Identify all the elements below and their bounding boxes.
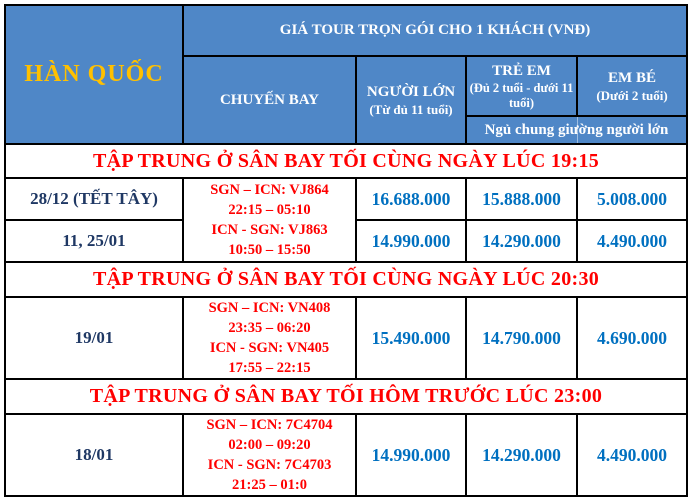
flight-line: 02:00 – 09:20 <box>228 437 311 453</box>
section-3-row-1-infant-price: 4.490.000 <box>577 414 687 496</box>
flight-line: ICN - SGN: 7C4703 <box>207 457 332 473</box>
flight-line: ICN - SGN: VN405 <box>209 340 330 356</box>
tour-price-table <box>4 4 688 497</box>
flight-column-header: CHUYẾN BAY <box>183 56 356 144</box>
flight-line: 10:50 – 15:50 <box>228 242 311 258</box>
child-column-header <box>466 56 577 116</box>
price-group-header: GIÁ TOUR TRỌN GÓI CHO 1 KHÁCH (VNĐ) <box>183 5 687 56</box>
section-2-row-1-date: 19/01 <box>5 297 183 379</box>
flight-line: SGN – ICN: VN408 <box>208 300 331 316</box>
flight-line: SGN – ICN: VJ864 <box>210 182 329 198</box>
section-2-row-1-child-price: 14.790.000 <box>466 297 577 379</box>
flight-line: 21:25 – 01:0 <box>232 477 307 493</box>
adult-column-note: (Từ đủ 11 tuổi) <box>369 101 453 117</box>
infant-column-title: EM BÉ <box>608 69 656 86</box>
shared-bed-note-text: Ngủ chung giường người lớn <box>484 121 669 138</box>
flight-line: ICN - SGN: VJ863 <box>211 222 328 238</box>
section-3-row-1-child-price: 14.290.000 <box>466 414 577 496</box>
section-2-row-1-adult-price: 15.490.000 <box>356 297 466 379</box>
section-1-row-2-adult-price: 14.990.000 <box>356 220 466 262</box>
grid-artifact-line <box>577 117 578 143</box>
section-3-row-1-adult-price: 14.990.000 <box>356 414 466 496</box>
section-3-flight-cell <box>183 414 356 496</box>
section-2-row-1-infant-price: 4.690.000 <box>577 297 687 379</box>
shared-bed-note <box>466 116 687 144</box>
section-1-row-2-child-price: 14.290.000 <box>466 220 577 262</box>
flight-line: 23:35 – 06:20 <box>228 320 311 336</box>
section-1-row-1-adult-price: 16.688.000 <box>356 178 466 220</box>
section-1-row-1-child-price: 15.888.000 <box>466 178 577 220</box>
adult-column-title: NGƯỜI LỚN <box>366 83 456 100</box>
section-1-row-2-infant-price: 4.490.000 <box>577 220 687 262</box>
section-1-flight-cell <box>183 178 356 262</box>
infant-column-note: (Dưới 2 tuổi) <box>596 87 668 103</box>
flight-line: SGN – ICN: 7C4704 <box>206 417 333 433</box>
destination-cell: HÀN QUỐC <box>5 5 183 144</box>
section-1-row-1-date: 28/12 (TẾT TÂY) <box>5 178 183 220</box>
child-column-note: (Đủ 2 tuổi - dưới 11 tuổi) <box>469 80 574 110</box>
section-1-row-2-date: 11, 25/01 <box>5 220 183 262</box>
section-3-title: TẬP TRUNG Ở SÂN BAY TỐI HÔM TRƯỚC LÚC 23:00 <box>5 379 687 414</box>
child-column-title: TRẺ EM <box>492 62 551 79</box>
section-2-flight-cell <box>183 297 356 379</box>
section-3-row-1-date: 18/01 <box>5 414 183 496</box>
section-1-title: TẬP TRUNG Ở SÂN BAY TỐI CÙNG NGÀY LÚC 19:15 <box>5 144 687 178</box>
flight-line: 22:15 – 05:10 <box>228 202 311 218</box>
section-1-row-1-infant-price: 5.008.000 <box>577 178 687 220</box>
section-2-title: TẬP TRUNG Ở SÂN BAY TỐI CÙNG NGÀY LÚC 20:30 <box>5 262 687 297</box>
adult-column-header <box>356 56 466 144</box>
infant-column-header <box>577 56 687 116</box>
page <box>0 4 690 498</box>
flight-line: 17:55 – 22:15 <box>228 360 311 376</box>
